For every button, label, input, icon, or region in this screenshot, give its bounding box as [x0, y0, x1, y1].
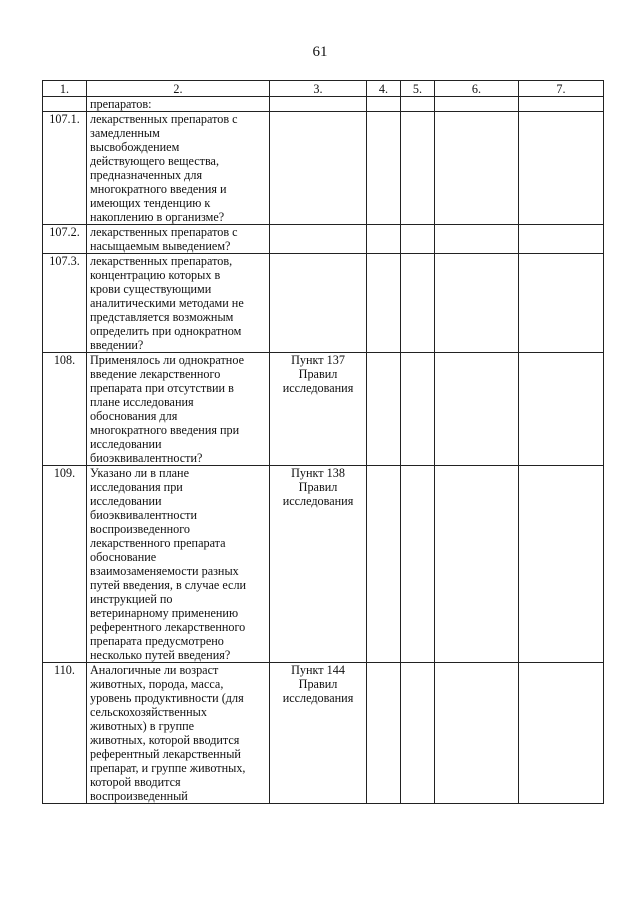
answer-yes-cell	[367, 112, 401, 225]
question-line: несколько путей введения?	[90, 648, 231, 662]
answer-no-cell	[401, 97, 435, 112]
column-header: 6.	[435, 81, 519, 97]
question-text	[87, 466, 270, 663]
reference-line: Правил	[298, 677, 338, 691]
not-applicable-cell	[435, 353, 519, 466]
question-line: референтного лекарственного	[90, 620, 246, 634]
question-line: Применялось ли однократное	[90, 353, 244, 367]
question-line: взаимозаменяемости разных	[90, 564, 239, 578]
question-line: насыщаемым выведением?	[90, 239, 231, 253]
answer-no-cell	[401, 254, 435, 353]
row-number: 110.	[43, 663, 87, 804]
page-number: 61	[312, 44, 328, 60]
question-line: исследования при	[90, 480, 183, 494]
question-line: многократного введения и	[90, 182, 227, 196]
reference-line: Правил	[298, 367, 338, 381]
question-line: инструкцией по	[90, 592, 173, 606]
table-row	[43, 112, 604, 225]
question-line: исследовании	[90, 494, 162, 508]
table-body	[43, 97, 604, 804]
question-line: обоснования для	[90, 409, 178, 423]
question-line: биоэквивалентности	[90, 508, 198, 522]
table-row	[43, 353, 604, 466]
question-line: препаратов:	[90, 97, 152, 111]
note-cell	[519, 353, 604, 466]
question-line: обоснование	[90, 550, 157, 564]
note-cell	[519, 225, 604, 254]
question-line: аналитическими методами не	[90, 296, 244, 310]
row-number: 107.1.	[43, 112, 87, 225]
table-row	[43, 466, 604, 663]
question-line: препарата при отсутствии в	[90, 381, 234, 395]
question-line: исследовании	[90, 437, 162, 451]
table-row	[43, 225, 604, 254]
question-line: имеющих тенденцию к	[90, 196, 211, 210]
header-row	[43, 81, 604, 97]
reference-line: Пункт 138	[291, 466, 345, 480]
question-line: лекарственных препаратов с	[90, 225, 238, 239]
regulation-reference	[270, 353, 367, 466]
question-line: высвобождением	[90, 140, 180, 154]
regulation-reference	[270, 254, 367, 353]
row-number: 107.3.	[43, 254, 87, 353]
not-applicable-cell	[435, 254, 519, 353]
question-line: лекарственных препаратов с	[90, 112, 238, 126]
row-number: 109.	[43, 466, 87, 663]
answer-yes-cell	[367, 225, 401, 254]
question-line: лекарственных препаратов,	[90, 254, 233, 268]
note-cell	[519, 112, 604, 225]
question-text	[87, 663, 270, 804]
question-line: введении?	[90, 338, 144, 352]
question-line: многократного введения при	[90, 423, 240, 437]
question-line: которой вводится	[90, 775, 181, 789]
note-cell	[519, 97, 604, 112]
regulation-reference	[270, 97, 367, 112]
question-line: животных, порода, масса,	[90, 677, 224, 691]
answer-no-cell	[401, 112, 435, 225]
question-text	[87, 97, 270, 112]
question-line: предназначенных для	[90, 168, 203, 182]
column-header: 7.	[519, 81, 604, 97]
column-header: 3.	[270, 81, 367, 97]
note-cell	[519, 254, 604, 353]
column-header: 1.	[43, 81, 87, 97]
row-number: 107.2.	[43, 225, 87, 254]
not-applicable-cell	[435, 112, 519, 225]
question-line: путей введения, в случае если	[90, 578, 247, 592]
question-line: препарата предусмотрено	[90, 634, 224, 648]
question-line: концентрацию которых в	[90, 268, 221, 282]
question-line: воспроизведенный	[90, 789, 188, 803]
question-line: воспроизведенного	[90, 522, 190, 536]
question-line: представляется возможным	[90, 310, 234, 324]
question-text	[87, 254, 270, 353]
question-line: накоплению в организме?	[90, 210, 225, 224]
not-applicable-cell	[435, 97, 519, 112]
question-line: биоэквивалентности?	[90, 451, 203, 465]
reference-line: Правил	[298, 480, 338, 494]
reference-line: исследования	[282, 691, 354, 705]
regulation-reference	[270, 466, 367, 663]
question-line: замедленным	[90, 126, 160, 140]
question-line: животных) в группе	[90, 719, 195, 733]
reference-line: исследования	[282, 381, 354, 395]
question-line: Аналогичные ли возраст	[90, 663, 219, 677]
regulation-reference	[270, 225, 367, 254]
question-line: животных, которой вводится	[90, 733, 240, 747]
reference-line: Пункт 144	[291, 663, 345, 677]
question-line: Указано ли в плане	[90, 466, 189, 480]
question-line: лекарственного препарата	[90, 536, 226, 550]
question-line: действующего вещества,	[90, 154, 220, 168]
question-text	[87, 225, 270, 254]
question-line: уровень продуктивности (для	[90, 691, 244, 705]
question-line: ветеринарному применению	[90, 606, 239, 620]
not-applicable-cell	[435, 663, 519, 804]
note-cell	[519, 466, 604, 663]
note-cell	[519, 663, 604, 804]
answer-yes-cell	[367, 466, 401, 663]
answer-no-cell	[401, 663, 435, 804]
regulation-reference	[270, 112, 367, 225]
answer-yes-cell	[367, 353, 401, 466]
row-number	[43, 97, 87, 112]
answer-yes-cell	[367, 663, 401, 804]
question-line: плане исследования	[90, 395, 194, 409]
answer-no-cell	[401, 353, 435, 466]
regulation-reference	[270, 663, 367, 804]
question-text	[87, 353, 270, 466]
table-row	[43, 663, 604, 804]
question-text	[87, 112, 270, 225]
answer-yes-cell	[367, 254, 401, 353]
question-line: референтный лекарственный	[90, 747, 241, 761]
checklist-table	[42, 80, 604, 804]
column-header: 5.	[401, 81, 435, 97]
answer-no-cell	[401, 225, 435, 254]
question-line: крови существующими	[90, 282, 212, 296]
column-header: 2.	[87, 81, 270, 97]
reference-line: исследования	[282, 494, 354, 508]
answer-yes-cell	[367, 97, 401, 112]
not-applicable-cell	[435, 466, 519, 663]
not-applicable-cell	[435, 225, 519, 254]
column-header: 4.	[367, 81, 401, 97]
question-line: определить при однократном	[90, 324, 242, 338]
question-line: препарат, и группе животных,	[90, 761, 246, 775]
table-row	[43, 254, 604, 353]
reference-line: Пункт 137	[291, 353, 345, 367]
question-line: сельскохозяйственных	[90, 705, 207, 719]
answer-no-cell	[401, 466, 435, 663]
table-row	[43, 97, 604, 112]
question-line: введение лекарственного	[90, 367, 221, 381]
row-number: 108.	[43, 353, 87, 466]
